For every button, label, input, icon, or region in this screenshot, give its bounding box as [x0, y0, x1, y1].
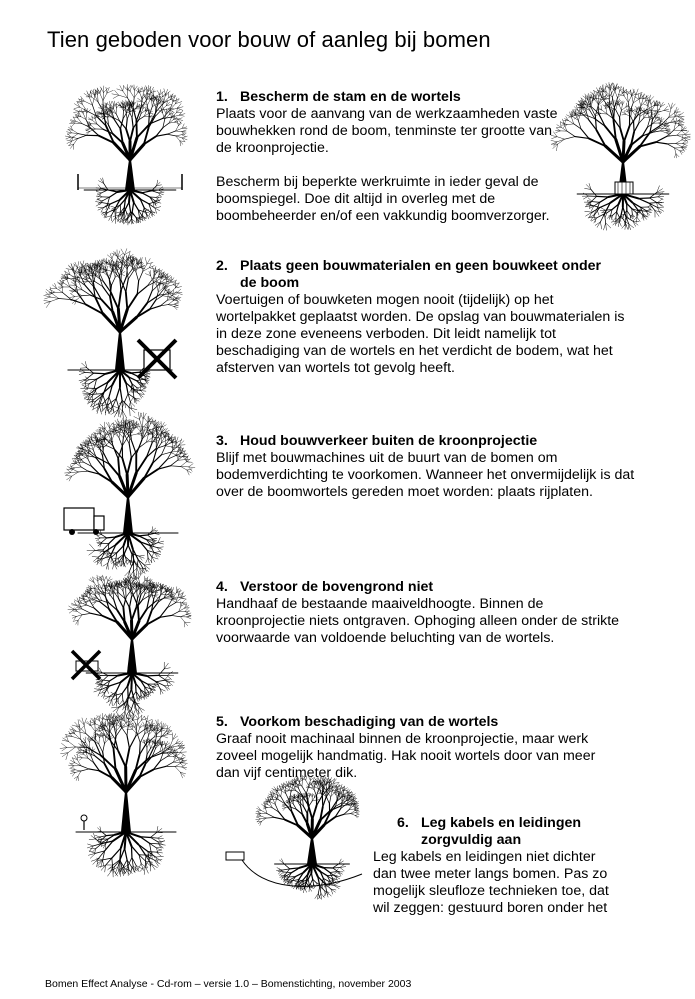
tree-with-fence-icon — [72, 92, 192, 207]
page-footer: Bomen Effect Analyse - Cd-rom – versie 1.0 – Bomenstichting, november 2003 — [45, 978, 412, 990]
rule-5 — [216, 714, 616, 782]
rule-paragraph: Voertuigen of bouwketen mogen nooit (tijdelijk) op het wortelpakket geplaatst worden. De opslag van bouwmaterialen is in deze zone eveneens verboden. Dit leidt namelijk tot beschadiging van de wortels en het verdicht de bodem, wat het afsterven van wortels tot gevolg heeft. — [216, 292, 625, 376]
rule-heading: 6. Leg kabels en leidingen zorgvuldig aan — [397, 815, 582, 848]
rule-heading: 5. Voorkom beschadiging van de wortels — [216, 714, 499, 730]
page-title: Tien geboden voor bouw of aanleg bij bomen — [47, 27, 491, 52]
rule-4 — [216, 579, 636, 647]
rule-6 — [373, 815, 623, 917]
rule-heading: 1. Bescherm de stam en de wortels — [216, 89, 461, 105]
rule-heading: 4. Verstoor de bovengrond niet — [216, 579, 434, 595]
rule-paragraph: Bescherm bij beperkte werkruimte in ieder geval de boomspiegel. Doe dit altijd in overleg met de boombeheerder en/of een vakkundig boomverzorger. — [216, 174, 550, 224]
tree-with-stem-guard-icon — [566, 92, 681, 227]
tree-no-excavation-icon — [68, 575, 190, 705]
rule-heading: 3. Houd bouwverkeer buiten de kroonprojectie — [216, 433, 538, 449]
tree-cable-drilling-icon — [222, 794, 368, 904]
rule-2 — [216, 258, 634, 377]
tree-no-materials-icon — [68, 258, 198, 406]
rule-paragraph: Leg kabels en leidingen niet dichter dan twee meter langs bomen. Pas zo mogelijk sleufloze technieken toe, dat wil zeggen: gestuurd boren onder het — [373, 849, 609, 916]
rule-paragraph: Blijf met bouwmachines uit de buurt van de bomen om bodemverdichting te voorkomen. Wanneer het onvermijdelijk is dat over de boomwortels gereden moet worden: plaats rijplaten. — [216, 450, 635, 500]
tree-no-traffic-icon — [58, 428, 190, 568]
rule-heading: 2. Plaats geen bouwmaterialen en geen bouwkeet onder de boom — [216, 258, 602, 291]
tree-hand-digging-icon — [64, 718, 189, 858]
rule-1 — [216, 89, 561, 225]
rule-3 — [216, 433, 636, 501]
rule-paragraph: Handhaaf de bestaande maaiveldhoogte. Binnen de kroonprojectie niets ontgraven. Ophoging alleen onder de strikte voorwaarde van voldoende beluchting van de wortels. — [216, 596, 620, 646]
rule-paragraph: Graaf nooit machinaal binnen de kroonprojectie, maar werk zoveel mogelijk handmatig. Hak nooit wortels door van meer dan vijf centimeter dik. — [216, 731, 596, 781]
rule-paragraph: Plaats voor de aanvang van de werkzaamheden vaste bouwhekken rond de boom, tenminste ter grootte van de kroonprojectie. — [216, 106, 558, 156]
